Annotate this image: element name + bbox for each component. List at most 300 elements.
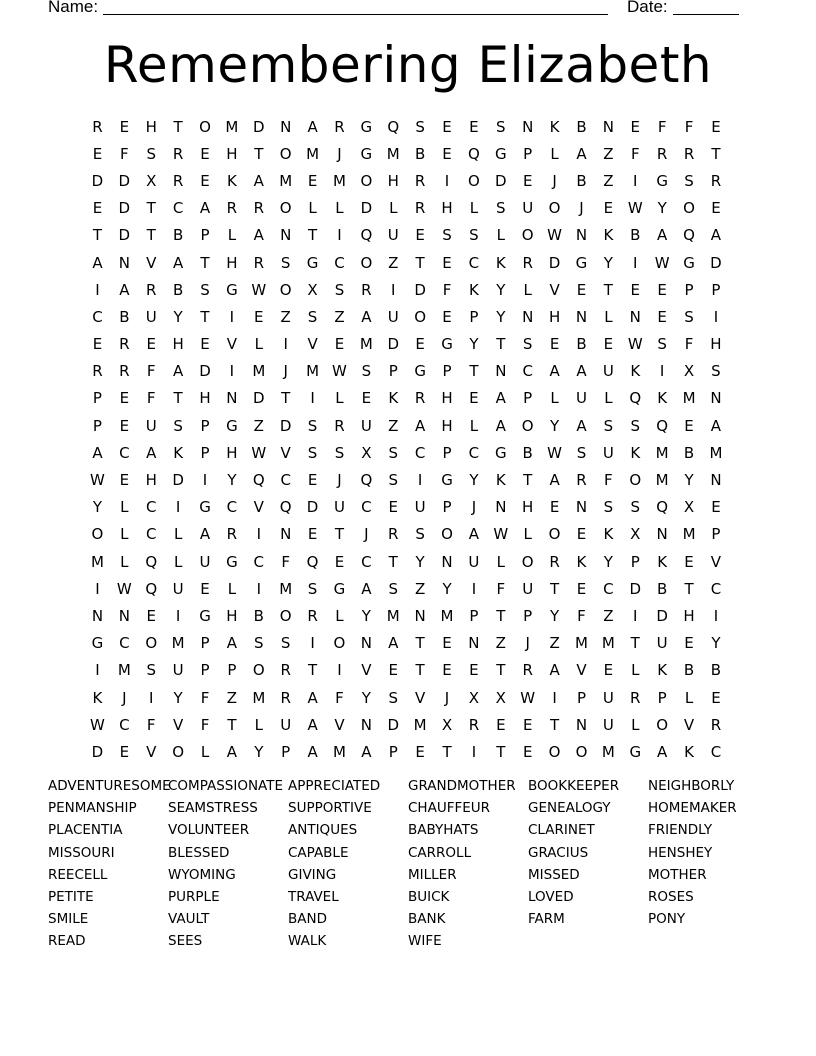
grid-cell: D: [118, 226, 131, 245]
grid-cell: D: [199, 362, 211, 381]
grid-cell: Q: [145, 579, 158, 598]
grid-cell: C: [92, 307, 103, 326]
word-list-item: SEAMSTRESS: [168, 800, 258, 817]
grid-cell: U: [172, 579, 184, 598]
grid-cell: Y: [657, 199, 667, 218]
grid-cell: A: [576, 416, 587, 435]
grid-cell: U: [602, 688, 614, 707]
word-list-item: FARM: [528, 911, 565, 928]
grid-cell: I: [444, 171, 450, 190]
grid-cell: M: [225, 117, 239, 136]
grid-cell: Z: [253, 416, 264, 435]
grid-cell: Q: [683, 226, 695, 245]
grid-cell: B: [253, 606, 264, 625]
grid-cell: Z: [388, 416, 399, 435]
grid-cell: Q: [387, 117, 400, 136]
word-list-item: CARROLL: [408, 844, 472, 861]
word-list-item: HENSHEY: [648, 844, 713, 861]
grid-cell: M: [171, 634, 185, 653]
grid-cell: K: [657, 661, 668, 680]
grid-cell: S: [469, 226, 479, 245]
grid-cell: U: [145, 416, 157, 435]
grid-cell: E: [200, 579, 210, 598]
grid-cell: W: [116, 579, 132, 598]
grid-cell: N: [575, 498, 588, 517]
grid-cell: C: [145, 498, 157, 517]
grid-cell: E: [119, 389, 130, 408]
grid-cell: F: [200, 688, 210, 707]
grid-cell: C: [253, 552, 265, 571]
word-list-item: ADVENTURESOME: [48, 778, 171, 794]
grid-cell: M: [279, 171, 293, 190]
grid-cell: A: [657, 226, 668, 245]
grid-cell: E: [522, 742, 533, 761]
grid-cell: O: [521, 552, 534, 571]
grid-cell: T: [711, 144, 721, 163]
grid-cell: R: [414, 171, 426, 190]
grid-cell: A: [307, 715, 318, 734]
grid-cell: O: [548, 742, 561, 761]
grid-cell: P: [388, 742, 398, 761]
word-list-item: BOOKKEEPER: [528, 778, 620, 794]
word-list-item: PURPLE: [168, 888, 220, 905]
grid-cell: I: [175, 498, 181, 517]
grid-cell: T: [227, 715, 237, 734]
grid-cell: P: [442, 443, 452, 462]
grid-cell: H: [548, 307, 561, 326]
grid-cell: G: [575, 253, 588, 272]
grid-cell: S: [630, 416, 641, 435]
grid-cell: G: [333, 579, 346, 598]
grid-cell: C: [361, 498, 372, 517]
grid-cell: H: [683, 606, 695, 625]
grid-cell: R: [253, 253, 264, 272]
grid-cell: E: [442, 253, 452, 272]
grid-cell: L: [631, 661, 640, 680]
grid-cell: G: [494, 144, 507, 163]
grid-cell: A: [199, 199, 211, 218]
grid-cell: B: [630, 226, 641, 245]
word-list-item: ROSES: [648, 888, 694, 905]
grid-cell: D: [91, 171, 104, 190]
grid-cell: W: [654, 253, 670, 272]
grid-cell: I: [471, 742, 477, 761]
grid-cell: E: [92, 335, 103, 354]
grid-cell: O: [575, 742, 588, 761]
grid-cell: M: [440, 606, 454, 625]
grid-cell: K: [684, 742, 694, 761]
grid-cell: P: [684, 280, 694, 299]
grid-cell: E: [711, 498, 721, 517]
grid-cell: S: [146, 144, 156, 163]
grid-cell: N: [495, 498, 507, 517]
grid-cell: J: [525, 634, 530, 653]
word-list-item: BAND: [288, 911, 327, 928]
grid-cell: L: [335, 199, 344, 218]
grid-cell: T: [496, 661, 506, 680]
grid-cell: V: [172, 715, 184, 734]
word-list-item: GENEALOGY: [528, 800, 611, 817]
grid-cell: A: [172, 253, 184, 272]
grid-cell: M: [413, 715, 427, 734]
grid-cell: G: [494, 443, 507, 462]
grid-cell: A: [199, 525, 211, 544]
grid-cell: H: [710, 335, 722, 354]
grid-cell: T: [442, 742, 452, 761]
grid-cell: C: [522, 362, 533, 381]
grid-cell: Z: [603, 171, 614, 190]
grid-cell: R: [361, 280, 372, 299]
grid-cell: E: [119, 416, 130, 435]
grid-cell: S: [522, 335, 533, 354]
grid-cell: T: [173, 389, 183, 408]
grid-cell: N: [575, 226, 588, 245]
grid-cell: Y: [469, 471, 479, 490]
grid-cell: T: [496, 606, 506, 625]
grid-cell: A: [172, 362, 184, 381]
grid-cell: E: [254, 307, 264, 326]
grid-cell: E: [146, 606, 156, 625]
grid-cell: J: [337, 471, 342, 490]
grid-cell: L: [120, 525, 129, 544]
grid-cell: C: [710, 579, 722, 598]
grid-cell: Z: [334, 307, 345, 326]
grid-cell: E: [92, 144, 103, 163]
grid-cell: E: [200, 171, 210, 190]
grid-cell: H: [199, 389, 211, 408]
grid-cell: S: [684, 171, 694, 190]
grid-cell: O: [333, 634, 346, 653]
grid-cell: T: [603, 280, 613, 299]
grid-cell: E: [388, 498, 398, 517]
grid-cell: A: [468, 525, 480, 544]
date-blank-line: [673, 14, 739, 15]
grid-cell: L: [469, 199, 479, 218]
word-list-item: WIFE: [408, 933, 442, 950]
grid-cell: R: [388, 525, 399, 544]
grid-cell: R: [630, 688, 641, 707]
grid-cell: A: [361, 742, 372, 761]
grid-cell: A: [307, 117, 318, 136]
grid-cell: G: [683, 253, 695, 272]
grid-cell: D: [360, 199, 373, 218]
grid-cell: L: [254, 335, 263, 354]
grid-cell: H: [172, 335, 184, 354]
grid-cell: I: [283, 335, 288, 354]
grid-cell: B: [576, 171, 587, 190]
grid-cell: B: [683, 443, 695, 462]
grid-cell: P: [200, 226, 210, 245]
grid-cell: N: [441, 552, 453, 571]
word-list-item: WALK: [288, 933, 327, 950]
grid-cell: U: [280, 715, 292, 734]
grid-cell: Q: [252, 471, 265, 490]
grid-cell: E: [307, 471, 318, 490]
grid-cell: K: [630, 362, 641, 381]
grid-cell: L: [550, 144, 559, 163]
grid-cell: E: [361, 389, 372, 408]
grid-cell: V: [710, 552, 722, 571]
grid-cell: S: [334, 280, 345, 299]
word-list-item: SUPPORTIVE: [288, 800, 372, 817]
grid-cell: T: [307, 661, 318, 680]
grid-cell: F: [496, 579, 506, 598]
grid-cell: O: [360, 171, 373, 190]
grid-cell: Z: [226, 688, 238, 707]
word-list-item: REECELL: [48, 866, 108, 883]
grid-cell: F: [684, 117, 694, 136]
grid-cell: I: [229, 307, 235, 326]
grid-cell: O: [279, 280, 292, 299]
grid-cell: U: [602, 362, 614, 381]
grid-cell: K: [657, 552, 668, 571]
word-list-item: PETITE: [48, 888, 94, 905]
grid-cell: R: [253, 199, 264, 218]
grid-cell: R: [414, 389, 426, 408]
grid-cell: Y: [227, 471, 237, 490]
grid-cell: E: [442, 144, 452, 163]
word-list-item: BANK: [408, 911, 446, 928]
grid-cell: S: [280, 253, 291, 272]
grid-cell: O: [548, 525, 561, 544]
grid-cell: E: [469, 117, 479, 136]
grid-cell: E: [603, 661, 614, 680]
word-list-item: GRANDMOTHER: [408, 778, 516, 794]
word-list-item: TRAVEL: [288, 888, 339, 905]
grid-cell: C: [603, 579, 614, 598]
grid-cell: Q: [306, 552, 319, 571]
grid-cell: K: [226, 171, 237, 190]
grid-cell: O: [441, 525, 453, 544]
grid-cell: P: [576, 688, 586, 707]
word-list-item: CLARINET: [528, 822, 595, 839]
grid-cell: D: [656, 606, 668, 625]
grid-cell: O: [145, 634, 158, 653]
grid-cell: Z: [603, 144, 614, 163]
grid-cell: K: [576, 552, 587, 571]
grid-cell: U: [145, 307, 157, 326]
grid-cell: G: [360, 144, 373, 163]
grid-cell: E: [576, 280, 587, 299]
grid-cell: U: [172, 661, 184, 680]
grid-cell: F: [146, 715, 156, 734]
grid-cell: E: [119, 471, 130, 490]
grid-cell: R: [172, 144, 184, 163]
grid-cell: I: [310, 389, 315, 408]
grid-cell: L: [523, 280, 532, 299]
grid-cell: Q: [279, 498, 292, 517]
grid-cell: S: [334, 443, 345, 462]
grid-cell: C: [172, 199, 184, 218]
grid-cell: M: [252, 362, 266, 381]
date-label: Date:: [627, 0, 668, 16]
grid-cell: Q: [360, 471, 373, 490]
grid-cell: O: [414, 307, 427, 326]
grid-cell: T: [254, 144, 264, 163]
grid-cell: E: [442, 661, 452, 680]
grid-cell: Z: [414, 579, 426, 598]
grid-cell: X: [683, 362, 695, 381]
grid-cell: W: [251, 443, 267, 462]
grid-cell: L: [389, 199, 398, 218]
grid-cell: P: [711, 280, 721, 299]
grid-cell: U: [199, 552, 211, 571]
grid-cell: Y: [684, 471, 694, 490]
grid-cell: F: [281, 552, 290, 571]
grid-cell: V: [226, 335, 238, 354]
grid-cell: M: [252, 688, 266, 707]
grid-cell: I: [202, 471, 208, 490]
grid-cell: H: [226, 443, 238, 462]
grid-cell: T: [684, 579, 694, 598]
grid-cell: A: [253, 171, 264, 190]
grid-cell: P: [281, 742, 291, 761]
grid-cell: W: [251, 280, 267, 299]
grid-cell: F: [335, 688, 344, 707]
grid-cell: A: [92, 253, 103, 272]
grid-cell: A: [549, 661, 560, 680]
grid-cell: C: [334, 253, 345, 272]
grid-cell: C: [361, 552, 372, 571]
grid-cell: I: [713, 606, 719, 625]
grid-cell: D: [118, 199, 131, 218]
grid-cell: G: [91, 634, 104, 653]
word-list-item: ANTIQUES: [288, 822, 358, 839]
word-list-item: PENMANSHIP: [48, 800, 137, 817]
name-label: Name:: [48, 0, 99, 16]
grid-cell: S: [388, 471, 398, 490]
grid-cell: V: [361, 661, 372, 680]
grid-cell: M: [279, 579, 293, 598]
grid-cell: C: [119, 634, 130, 653]
grid-cell: I: [391, 280, 396, 299]
grid-cell: C: [226, 498, 238, 517]
grid-cell: H: [387, 171, 399, 190]
grid-cell: Q: [629, 389, 642, 408]
grid-cell: Q: [360, 226, 373, 245]
grid-cell: U: [468, 552, 480, 571]
grid-cell: F: [604, 471, 613, 490]
grid-cell: I: [310, 634, 315, 653]
grid-cell: E: [549, 335, 560, 354]
grid-cell: E: [496, 715, 506, 734]
grid-cell: E: [442, 634, 452, 653]
grid-cell: S: [280, 634, 291, 653]
grid-cell: T: [469, 362, 479, 381]
word-list-item: CAPABLE: [288, 844, 349, 861]
grid-cell: H: [441, 389, 453, 408]
grid-cell: A: [307, 742, 318, 761]
grid-cell: B: [710, 661, 722, 680]
grid-cell: A: [710, 226, 722, 245]
grid-cell: S: [307, 307, 318, 326]
grid-cell: J: [364, 525, 369, 544]
grid-cell: F: [442, 280, 452, 299]
grid-cell: E: [92, 199, 103, 218]
grid-cell: V: [253, 498, 264, 517]
grid-cell: Q: [656, 416, 669, 435]
grid-cell: O: [199, 117, 211, 136]
grid-cell: Y: [254, 742, 264, 761]
grid-cell: A: [657, 742, 668, 761]
grid-cell: C: [119, 715, 130, 734]
grid-cell: T: [550, 715, 560, 734]
grid-cell: I: [95, 661, 100, 680]
grid-cell: K: [495, 471, 506, 490]
grid-cell: N: [360, 634, 372, 653]
grid-cell: E: [119, 117, 130, 136]
grid-cell: A: [495, 416, 506, 435]
word-list-item: APPRECIATED: [288, 778, 381, 794]
word-list-item: PLACENTIA: [48, 822, 123, 839]
grid-cell: I: [633, 171, 638, 190]
grid-cell: S: [603, 416, 614, 435]
grid-cell: S: [415, 117, 425, 136]
grid-cell: L: [604, 389, 613, 408]
grid-cell: S: [415, 525, 425, 544]
grid-cell: D: [253, 117, 265, 136]
word-list-item: MISSOURI: [48, 844, 115, 861]
grid-cell: X: [146, 171, 157, 190]
grid-cell: V: [415, 688, 426, 707]
grid-cell: P: [92, 416, 102, 435]
grid-cell: O: [360, 253, 373, 272]
grid-cell: P: [442, 362, 452, 381]
grid-cell: I: [417, 471, 423, 490]
grid-cell: A: [576, 362, 587, 381]
grid-cell: K: [549, 117, 560, 136]
grid-cell: W: [627, 335, 643, 354]
grid-cell: D: [629, 579, 642, 598]
grid-cell: I: [659, 362, 665, 381]
word-list-item: READ: [48, 933, 86, 950]
grid-cell: N: [280, 525, 292, 544]
grid-cell: B: [657, 579, 668, 598]
grid-cell: M: [306, 144, 320, 163]
grid-cell: R: [92, 362, 103, 381]
grid-cell: C: [414, 443, 426, 462]
grid-cell: F: [120, 144, 129, 163]
grid-cell: P: [711, 525, 721, 544]
grid-cell: Z: [280, 307, 291, 326]
grid-cell: A: [576, 144, 587, 163]
grid-cell: C: [468, 443, 480, 462]
grid-cell: F: [684, 335, 694, 354]
grid-cell: L: [335, 389, 344, 408]
grid-cell: Y: [496, 280, 506, 299]
grid-cell: S: [576, 443, 587, 462]
grid-cell: B: [683, 661, 695, 680]
grid-cell: J: [579, 199, 584, 218]
grid-cell: W: [493, 525, 509, 544]
grid-cell: S: [361, 362, 372, 381]
grid-cell: P: [523, 144, 533, 163]
grid-cell: P: [200, 443, 210, 462]
grid-cell: M: [90, 552, 104, 571]
grid-cell: R: [280, 688, 291, 707]
grid-cell: S: [684, 307, 694, 326]
grid-cell: U: [387, 307, 399, 326]
grid-cell: A: [307, 688, 318, 707]
grid-cell: I: [633, 253, 638, 272]
grid-cell: A: [388, 634, 399, 653]
grid-cell: Y: [415, 552, 425, 571]
grid-cell: R: [226, 525, 238, 544]
grid-cell: H: [441, 416, 453, 435]
grid-cell: R: [334, 416, 345, 435]
grid-cell: E: [415, 742, 425, 761]
grid-cell: Z: [549, 634, 560, 653]
